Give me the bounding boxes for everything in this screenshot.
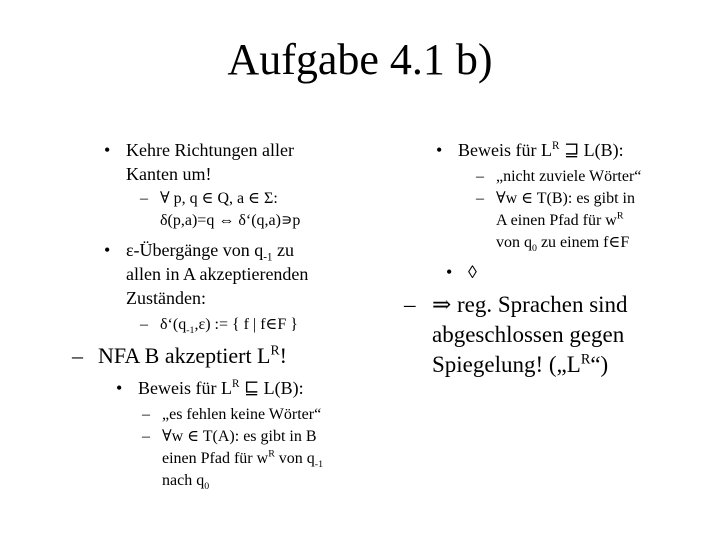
dash-marker: – xyxy=(476,190,484,207)
sub-text-line1: ∀ p, q ∈ Q, a ∈ Σ: xyxy=(160,190,278,207)
left-proof-sub-items xyxy=(142,404,323,492)
conclusion-line2: abgeschlossen gegen xyxy=(432,322,625,347)
sub-text-line1: ∀w ∈ T(B): es gibt in xyxy=(496,190,635,207)
statement-text: NFA B akzeptiert $L^R$! xyxy=(98,342,287,368)
dash-marker: – xyxy=(72,343,83,368)
right-conclusion xyxy=(404,290,628,380)
sub-text-line3: nach $q_0$ xyxy=(162,472,210,493)
bullet-marker: • xyxy=(104,240,111,260)
left-nfa-statement xyxy=(72,342,287,370)
dash-marker: – xyxy=(142,428,150,445)
left-sub-transition-rule xyxy=(140,188,300,232)
dash-marker: – xyxy=(140,190,148,207)
sub-text-line3: von $q_0$ zu einem f∈F xyxy=(496,234,630,255)
dash-marker: – xyxy=(404,292,416,317)
right-bullet-diamond xyxy=(446,260,477,284)
bullet-text-line2: Kanten um! xyxy=(126,164,212,184)
slide-title: Aufgabe 4.1 b) xyxy=(227,35,493,84)
diamond-symbol: ◊ xyxy=(468,262,477,282)
bullet-text: Beweis für $L^R$ ⊒ L(B): xyxy=(458,140,624,160)
right-proof-sub-items xyxy=(476,166,641,254)
bullet-marker: • xyxy=(116,378,123,398)
left-bullet-proof xyxy=(116,376,304,400)
sub-text-not-too-many-words: „nicht zuviele Wörter“ xyxy=(496,168,642,185)
left-sub-epsilon-definition xyxy=(140,314,298,336)
bullet-marker: • xyxy=(436,140,443,160)
bullet-text-line3: Zuständen: xyxy=(126,288,206,308)
sub-text-line1: ∀w ∈ T(A): es gibt in B xyxy=(162,428,317,445)
right-bullet-proof xyxy=(436,138,624,162)
bullet-text-line2: allen in A akzeptierenden xyxy=(126,264,309,284)
bullet-text: Beweis für $L^R$ ⊑ L(B): xyxy=(138,378,304,398)
bullet-marker: • xyxy=(104,140,111,160)
left-bullet-epsilon-transitions xyxy=(104,238,308,310)
dash-marker: – xyxy=(476,168,484,185)
sub-text-line2: A einen Pfad für $w^R$ xyxy=(496,210,624,229)
sub-text-line2: δ(p,a)=q ⇔ δ‘(q,a)∍p xyxy=(160,212,301,229)
sub-text: $\delta‘(q_{-1},\varepsilon)$ := { f | f∈F } xyxy=(160,316,298,337)
conclusion-line1: ⇒ reg. Sprachen sind xyxy=(432,292,628,317)
left-bullet-reverse-edges xyxy=(104,138,294,186)
sub-text-line2: einen Pfad für $w^R$ von $q_{-1}$ xyxy=(162,448,324,471)
dash-marker: – xyxy=(140,316,148,333)
bullet-text-line1: Kehre Richtungen aller xyxy=(126,140,294,160)
sub-text-no-missing-words: „es fehlen keine Wörter“ xyxy=(162,406,322,423)
bullet-text-line1: ε-Übergänge von $q_{-1}$ zu xyxy=(126,240,294,264)
conclusion-line3: Spiegelung! $(„L^R“)$ xyxy=(432,351,609,377)
bullet-marker: • xyxy=(446,262,453,282)
dash-marker: – xyxy=(142,406,150,423)
